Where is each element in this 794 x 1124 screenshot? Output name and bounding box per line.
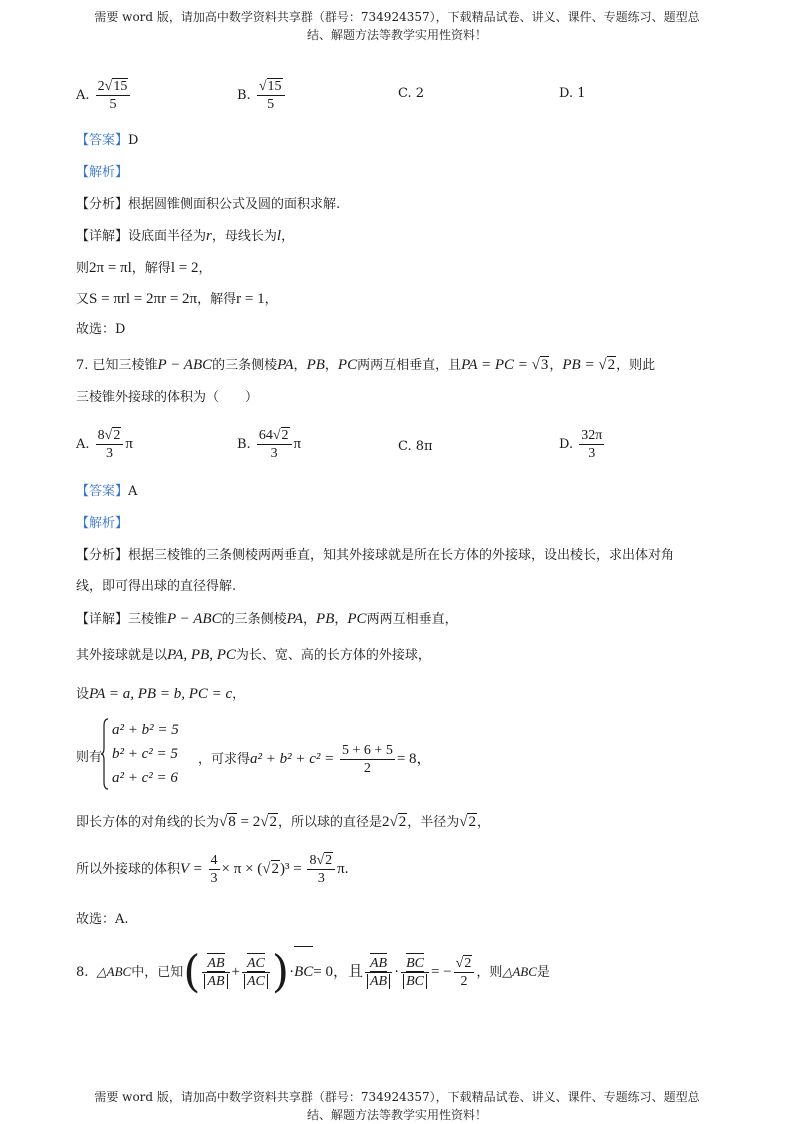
- fraction: $\frac{√2}{2}$: [454, 955, 475, 990]
- header-line-1: 需要 word 版，请加高中数学资料共享群（群号：734924357），下载精品试卷、讲义、课件、专题练习、题型总: [94, 10, 700, 24]
- q7-jiexi: 【解析】: [76, 516, 129, 531]
- sqrt: √2: [316, 853, 333, 868]
- q7-option-d: [559, 427, 606, 462]
- option-label: B.: [237, 88, 251, 103]
- page-footer: [0, 1088, 794, 1124]
- sqrt: √15: [104, 79, 128, 94]
- q7-option-a: A. $\frac{8√2}{3}$ π: [76, 428, 133, 461]
- q6-option-b: [237, 78, 287, 113]
- q7-option-b: B. $\frac{64√2}{3}$ π: [237, 428, 302, 461]
- sqrt: √2: [598, 357, 616, 373]
- q6-option-d: D. 1: [559, 86, 586, 101]
- right-paren: ): [271, 946, 290, 998]
- fraction: $\frac{8√2}{3}$: [96, 427, 124, 462]
- header-line-2: 结、解题方法等教学实用性资料！: [306, 28, 487, 42]
- option-label: D.: [559, 437, 574, 452]
- q7-conclusion: 故选：A.: [76, 912, 129, 927]
- system-prefix: 则有: [76, 750, 103, 765]
- q6-answer: 【答案】D: [76, 133, 139, 148]
- fraction: $\frac{4}{3}$: [210, 853, 218, 886]
- fraction: $\frac{AC}{AC}$: [242, 955, 270, 990]
- q6-option-a: [76, 78, 132, 113]
- equation-3: a² + c² = 6: [112, 770, 178, 786]
- q7-stem-line-2: 三棱锥外接球的体积为（ ）: [76, 390, 259, 405]
- left-brace: [101, 718, 109, 790]
- footer-line-2: 结、解题方法等教学实用性资料！: [306, 1108, 487, 1122]
- q7-fenxi-line-1: 【分析】根据三棱锥的三条侧棱两两垂直，知其外接球就是所在长方体的外接球，设出棱长，求出体对角: [76, 548, 675, 563]
- option-label: A.: [76, 88, 90, 103]
- q7-stem-line-1: 7. 已知三棱锥P − ABC的三条侧棱PA，PB，PC两两互相垂直，且PA = PC = √3，PB = √2，则此: [76, 357, 656, 373]
- fraction: $\frac{5 + 6 + 5}{2}$: [342, 743, 393, 776]
- q8-stem: 8. △ABC中，已知( $\frac{AB}{AB}$ + $\frac{AC}{AC}$ )·BC= 0，且 $\frac{AB}{AB}$ · $\frac{BC}{BC}$ = − $\frac{√2}{2}$ ，则△ABC是: [76, 946, 550, 998]
- q6-detail-line-2: 则2π = πl，解得l = 2，: [76, 260, 212, 276]
- q6-jiexi: 【解析】: [76, 165, 129, 180]
- fraction: $\frac{AB}{AB}$: [202, 955, 229, 990]
- footer-line-1: 需要 word 版，请加高中数学资料共享群（群号：734924357），下载精品试卷、讲义、课件、专题练习、题型总: [94, 1090, 700, 1104]
- sqrt: √2: [459, 814, 476, 830]
- equation-2: b² + c² = 5: [112, 746, 178, 762]
- sqrt: √2: [455, 956, 472, 971]
- system-equations: [112, 718, 179, 790]
- sqrt: √15: [258, 79, 282, 94]
- q6-detail-line-1: 【详解】设底面半径为r，母线长为l，: [76, 228, 295, 244]
- left-paren: (: [183, 946, 201, 998]
- q7-detail-line-2: 其外接球就是以PA, PB, PC为长、宽、高的长方体的外接球，: [76, 647, 431, 663]
- fraction: $\frac{AB}{AB}$: [365, 955, 392, 990]
- q7-detail-line-3: 设PA = a, PB = b, PC = c，: [76, 686, 246, 702]
- sqrt: √3: [531, 357, 549, 373]
- sqrt: √2: [262, 861, 280, 877]
- sqrt: √2: [260, 814, 277, 830]
- q7-detail-line-6: 所以外接球的体积V = $\frac{4}{3}$ × π × (√2)³ = $\frac{8√2}{3}$ π.: [76, 853, 349, 886]
- fraction: $\frac{8√2}{3}$: [307, 852, 335, 887]
- page-header: [0, 8, 794, 44]
- q6-fenxi: 【分析】根据圆锥侧面积公式及圆的面积求解.: [76, 197, 341, 212]
- q6-detail-line-3: 又S = πrl = 2πr = 2π，解得r = 1，: [76, 291, 278, 307]
- fraction: $\frac{√15}{5}$: [257, 78, 285, 113]
- q6-option-c: C. 2: [398, 86, 425, 101]
- fraction: $\frac{64√2}{3}$: [257, 427, 292, 462]
- q7-option-c: C. 8π: [398, 439, 433, 454]
- system-result: ，可求得a² + b² + c² = $\frac{5 + 6 + 5}{2}$ = 8，: [198, 743, 432, 776]
- sqrt: √2: [272, 428, 289, 443]
- fraction: $\frac{32\pi}{3}$: [581, 428, 603, 461]
- option-label: B.: [237, 437, 251, 452]
- q6-conclusion: 故选：D: [76, 322, 126, 337]
- fraction: $\frac{2√15}{5}$: [96, 78, 131, 113]
- sqrt: √8: [219, 814, 236, 830]
- q7-detail-line-1: 【详解】三棱锥P − ABC的三条侧棱PA，PB，PC两两互相垂直，: [76, 611, 458, 627]
- q7-detail-line-5: 即长方体的对角线的长为√8 = 2√2，所以球的直径是2√2，半径为√2，: [76, 814, 490, 830]
- equation-1: a² + b² = 5: [112, 722, 179, 738]
- fraction: $\frac{BC}{BC}$: [401, 955, 429, 990]
- sqrt: √2: [104, 428, 121, 443]
- q7-fenxi-line-2: 线，即可得出球的直径得解.: [76, 579, 237, 594]
- q7-answer: 【答案】A: [76, 484, 138, 499]
- sqrt: √2: [389, 814, 407, 830]
- option-label: A.: [76, 437, 90, 452]
